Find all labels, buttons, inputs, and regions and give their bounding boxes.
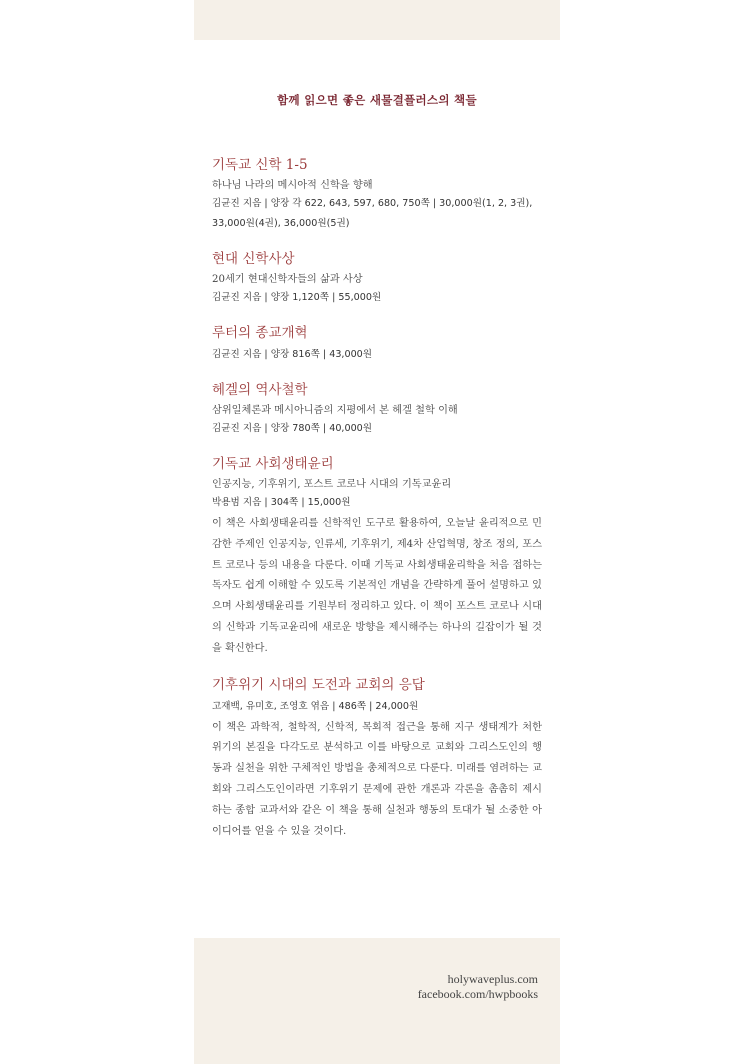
book-meta-line: 김균진 지음 | 양장 1,120쪽 | 55,000원 [212,292,382,303]
book-entry [212,676,542,843]
book-meta [212,194,542,234]
footer-links [418,972,538,1002]
page-header: 함께 읽으면 좋은 새물결플러스의 책들 [277,93,477,107]
book-title: 기독교 신학 1-5 [212,157,308,173]
book-title: 기독교 사회생태윤리 [212,456,334,472]
book-description: 이 책은 과학적, 철학적, 신학적, 목회적 접근을 통해 지구 생태계가 처한 위기의 본질을 다각도로 분석하고 이를 바탕으로 교회와 그리스도인의 행동과 실천을 위한 구체적인 방법을 총체적으로 다룬다. 미래를 염려하는 교회와 그리스도인이라면 기후위기 문제에 관한 개론과 각론을 촘촘히 제시하는 종합 교과서와 같은 이 책을 통해 실천과 행동의 토대가 될 소중한 아이디어를 얻을 수 있을 것이다. [212,721,542,837]
book-subtitle: 인공지능, 기후위기, 포스트 코로나 시대의 기독교윤리 [212,479,452,490]
book-description: 이 책은 사회생태윤리를 신학적인 도구로 활용하여, 오늘날 윤리적으로 민감한 주제인 인공지능, 인류세, 기후위기, 제4차 산업혁명, 창조 정의, 포스트 코로나 등의 내용을 다룬다. 이때 기독교 사회생태윤리학을 처음 접하는 독자도 쉽게 이해할 수 있도록 기본적인 개념을 간략하게 풀어 설명하고 있으며 사회생태윤리를 기원부터 정리하고 있다. 이 책이 포스트 코로나 시대의 신학과 기독교윤리에 새로운 방향을 제시해주는 하나의 길잡이가 될 것을 확신한다. [212,518,542,654]
book-meta [212,288,542,308]
book-title: 루터의 종교개혁 [212,325,308,341]
book-meta-line: 김균진 지음 | 양장 각 622, 643, 597, 680, 750쪽 | 30,000원(1, 2, 3권), [212,198,533,209]
book-subtitle: 20세기 현대신학자들의 삶과 사상 [212,274,363,285]
book-entry [212,324,542,365]
book-entry [212,381,542,439]
book-subtitle: 삼위일체론과 메시아니즘의 지평에서 본 헤겔 철학 이해 [212,405,458,416]
website-link[interactable]: holywaveplus.com [447,972,538,986]
book-list [212,156,542,858]
book-meta [212,697,542,717]
book-subtitle: 하나님 나라의 메시아적 신학을 향해 [212,180,373,191]
book-entry [212,455,542,660]
book-entry [212,156,542,234]
top-decorative-band [194,0,560,40]
book-meta [212,493,542,513]
book-entry [212,250,542,308]
facebook-link[interactable]: facebook.com/hwpbooks [417,987,538,1001]
book-meta [212,345,542,365]
book-meta-line: 김균진 지음 | 양장 780쪽 | 40,000원 [212,423,373,434]
book-meta-line: 33,000원(4권), 36,000원(5권) [212,218,350,229]
book-meta [212,419,542,439]
book-title: 헤겔의 역사철학 [212,382,308,398]
book-meta-line: 박용범 지음 | 304쪽 | 15,000원 [212,497,351,508]
book-title: 현대 신학사상 [212,251,295,267]
book-meta-line: 김균진 지음 | 양장 816쪽 | 43,000원 [212,349,373,360]
book-meta-line: 고재백, 유미호, 조영호 엮음 | 486쪽 | 24,000원 [212,700,419,712]
book-title: 기후위기 시대의 도전과 교회의 응답 [212,676,425,693]
